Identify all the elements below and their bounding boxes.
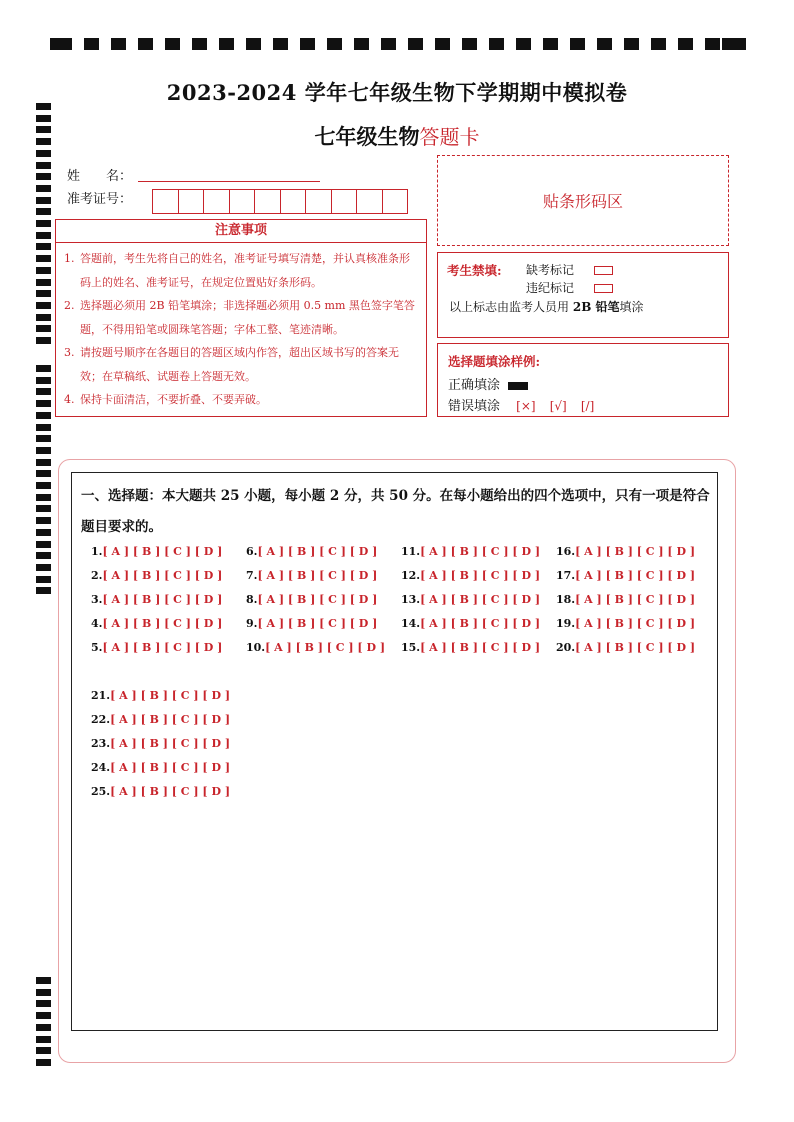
question-number: 20. [556,641,576,654]
section1-instructions [81,481,711,543]
timing-mark [36,243,51,250]
question-number: 13. [401,593,421,606]
question-4[interactable] [91,617,222,630]
forbidden-note-prefix: 以上标志由监考人员用 [449,300,570,314]
question-number: 8. [246,593,258,606]
violation-mark-box[interactable] [594,284,613,293]
answer-options[interactable]: [ A ] [ B ] [ C ] [ D ] [110,761,231,774]
forbidden-note-suffix: 填涂 [619,300,644,314]
timing-mark [36,587,51,594]
timing-mark [36,576,51,583]
barcode-area [437,155,729,246]
timing-mark [36,470,51,477]
timing-mark [36,325,51,332]
question-14[interactable] [401,617,540,630]
timing-mark [36,541,51,548]
question-8[interactable] [246,593,377,606]
notice-item-number: 1. [64,252,75,265]
answer-options[interactable]: [ A ] [ B ] [ C ] [ D ] [575,569,696,582]
notice-item-text: 保持卡面清洁，不要折叠、不要弄破。 [80,393,267,406]
question-number: 2. [91,569,103,582]
timing-mark [36,197,51,204]
timing-mark [36,232,51,239]
exam-id-box[interactable] [229,189,256,214]
timing-mark [36,377,51,384]
correct-fill-sample [508,382,528,390]
question-number: 23. [91,737,111,750]
timing-mark [36,1024,51,1031]
timing-mark [36,459,51,466]
answer-options[interactable]: [ A ] [ B ] [ C ] [ D ] [102,569,223,582]
answer-options[interactable]: [ A ] [ B ] [ C ] [ D ] [575,593,696,606]
absent-mark-row [526,261,613,278]
timing-mark [36,208,51,215]
answer-options[interactable]: [ A ] [ B ] [ C ] [ D ] [265,641,386,654]
question-19[interactable] [556,617,695,630]
question-number: 6. [246,545,258,558]
question-number: 17. [556,569,576,582]
question-number: 19. [556,617,576,630]
notice-item-number: 4. [64,393,75,406]
answer-options[interactable]: [ A ] [ B ] [ C ] [ D ] [102,593,223,606]
violation-mark-row [526,279,613,296]
question-2[interactable] [91,569,222,582]
examinee-forbidden-box [437,252,729,338]
timing-mark [36,564,51,571]
subtitle-main: 七年级生物 [314,124,420,149]
exam-id-box[interactable] [203,189,230,214]
timing-mark [36,185,51,192]
answer-options[interactable]: [ A ] [ B ] [ C ] [ D ] [420,617,541,630]
question-number: 3. [91,593,103,606]
answer-options[interactable]: [ A ] [ B ] [ C ] [ D ] [420,545,541,558]
correct-fill-row [448,374,528,393]
notice-item-text: 请按题号顺序在各题目的答题区域内作答，超出区域书写的答案无效；在草稿纸、试题卷上答题无效。 [80,346,399,383]
timing-mark [36,162,51,169]
question-18[interactable] [556,593,695,606]
barcode-area-label: 贴条形码区 [542,192,623,211]
question-number: 16. [556,545,576,558]
question-23[interactable] [91,737,230,750]
question-6[interactable] [246,545,377,558]
timing-mark [36,1059,51,1066]
question-12[interactable] [401,569,540,582]
question-3[interactable] [91,593,222,606]
timing-mark [36,279,51,286]
absent-mark-label: 缺考标记 [526,263,575,277]
question-10[interactable] [246,641,385,654]
wrong-fill-row [448,395,594,414]
exam-id-boxes[interactable] [152,189,407,214]
question-16[interactable] [556,545,695,558]
timing-mark [36,435,51,442]
page-subtitle [0,121,794,151]
timing-mark [36,517,51,524]
answer-options[interactable]: [ A ] [ B ] [ C ] [ D ] [110,737,231,750]
answer-options[interactable]: [ A ] [ B ] [ C ] [ D ] [110,713,231,726]
notice-heading: 注意事项 [56,220,426,243]
timing-mark [36,1047,51,1054]
timing-mark [36,1000,51,1007]
answer-options[interactable]: [ A ] [ B ] [ C ] [ D ] [257,545,378,558]
timing-mark [36,337,51,344]
question-24[interactable] [91,761,230,774]
timing-mark [36,977,51,984]
timing-mark [36,173,51,180]
answer-options[interactable]: [ A ] [ B ] [ C ] [ D ] [575,545,696,558]
absent-mark-box[interactable] [594,266,613,275]
violation-mark-label: 违纪标记 [526,281,575,295]
exam-id-box[interactable] [305,189,332,214]
answer-options[interactable]: [ A ] [ B ] [ C ] [ D ] [420,569,541,582]
question-number: 5. [91,641,103,654]
timing-mark [36,447,51,454]
question-15[interactable] [401,641,540,654]
question-22[interactable] [91,713,230,726]
name-label: 姓 名： [67,169,133,184]
timing-mark [36,290,51,297]
timing-mark [36,255,51,262]
question-11[interactable] [401,545,540,558]
question-number: 1. [91,545,103,558]
top-timing-marks [50,38,746,50]
question-5[interactable] [91,641,222,654]
exam-id-box[interactable] [254,189,281,214]
page-title: 2023-2024 学年七年级生物下学期期中模拟卷 [166,80,628,105]
question-17[interactable] [556,569,695,582]
name-field[interactable] [138,181,320,182]
timing-mark [36,424,51,431]
exam-id-box[interactable] [382,189,409,214]
question-number: 18. [556,593,576,606]
timing-mark [36,302,51,309]
notice-list [56,243,426,412]
answer-options[interactable]: [ A ] [ B ] [ C ] [ D ] [575,617,696,630]
question-number: 4. [91,617,103,630]
answer-options[interactable]: [ A ] [ B ] [ C ] [ D ] [575,641,696,654]
answer-options[interactable]: [ A ] [ B ] [ C ] [ D ] [257,569,378,582]
question-number: 15. [401,641,421,654]
question-number: 25. [91,785,111,798]
exam-id-box[interactable] [356,189,383,214]
timing-mark [36,1036,51,1043]
timing-mark [36,400,51,407]
answer-options[interactable]: [ A ] [ B ] [ C ] [ D ] [257,593,378,606]
section1-line2: 题目要求的。 [81,519,162,535]
answer-options[interactable]: [ A ] [ B ] [ C ] [ D ] [110,689,231,702]
forbidden-label: 考生禁填: [447,263,502,278]
answer-options[interactable]: [ A ] [ B ] [ C ] [ D ] [420,641,541,654]
answer-options[interactable]: [ A ] [ B ] [ C ] [ D ] [102,617,223,630]
question-number: 24. [91,761,111,774]
notice-item [64,341,420,388]
wrong-fill-label: 错误填涂 [448,399,501,414]
answer-options[interactable]: [ A ] [ B ] [ C ] [ D ] [257,617,378,630]
fill-sample-box [437,343,729,417]
timing-mark [36,552,51,559]
timing-mark [36,505,51,512]
notice-item-text: 选择题必须用 2B 铅笔填涂；非选择题必须用 0.5 mm 黑色签字笔答题，不得用铅笔或圆珠笔答题；字体工整、笔迹清晰。 [80,299,415,336]
timing-mark [36,482,51,489]
timing-mark [36,314,51,321]
fill-sample-heading: 选择题填涂样例: [448,354,541,369]
timing-mark [36,220,51,227]
answer-options[interactable]: [ A ] [ B ] [ C ] [ D ] [110,785,231,798]
timing-mark [36,529,51,536]
timing-mark [36,388,51,395]
question-13[interactable] [401,593,540,606]
notice-item [64,247,420,294]
question-number: 9. [246,617,258,630]
wrong-fill-sample-1: [×] [516,399,536,413]
notice-item-number: 3. [64,346,75,359]
notice-box [55,219,427,417]
forbidden-note [449,298,644,315]
question-1[interactable] [91,545,222,558]
exam-id-box[interactable] [280,189,307,214]
question-20[interactable] [556,641,695,654]
exam-id-box[interactable] [152,189,179,214]
notice-item [64,388,420,412]
wrong-fill-sample-3: [/] [580,399,595,413]
answer-options[interactable]: [ A ] [ B ] [ C ] [ D ] [102,545,223,558]
question-9[interactable] [246,617,377,630]
notice-item [64,294,420,341]
timing-mark [36,494,51,501]
timing-mark [36,989,51,996]
question-number: 22. [91,713,111,726]
exam-id-box[interactable] [331,189,358,214]
question-number: 14. [401,617,421,630]
notice-item-text: 答题前，考生先将自己的姓名，准考证号填写清楚，并认真核准条形码上的姓名、准考证号，在规定位置贴好条形码。 [80,252,410,289]
forbidden-note-bold: 2B 铅笔 [572,300,620,314]
timing-mark [36,267,51,274]
question-number: 11. [401,545,421,558]
question-number: 21. [91,689,111,702]
timing-mark [36,1012,51,1019]
exam-id-box[interactable] [178,189,205,214]
question-21[interactable] [91,689,230,702]
timing-mark [36,365,51,372]
question-25[interactable] [91,785,230,798]
question-number: 12. [401,569,421,582]
question-7[interactable] [246,569,377,582]
answer-options[interactable]: [ A ] [ B ] [ C ] [ D ] [420,593,541,606]
wrong-fill-sample-2: [√] [549,399,567,413]
timing-mark [36,412,51,419]
notice-item-number: 2. [64,299,75,312]
answer-options[interactable]: [ A ] [ B ] [ C ] [ D ] [102,641,223,654]
subtitle-suffix: 答题卡 [419,125,480,149]
correct-fill-label: 正确填涂 [448,378,501,393]
question-number: 10. [246,641,266,654]
section1-line1: 一、选择题：本大题共 25 小题，每小题 2 分，共 50 分。在每小题给出的四个选项中，只有一项是符合 [81,488,710,504]
exam-id-label: 准考证号： [67,192,133,207]
question-number: 7. [246,569,258,582]
